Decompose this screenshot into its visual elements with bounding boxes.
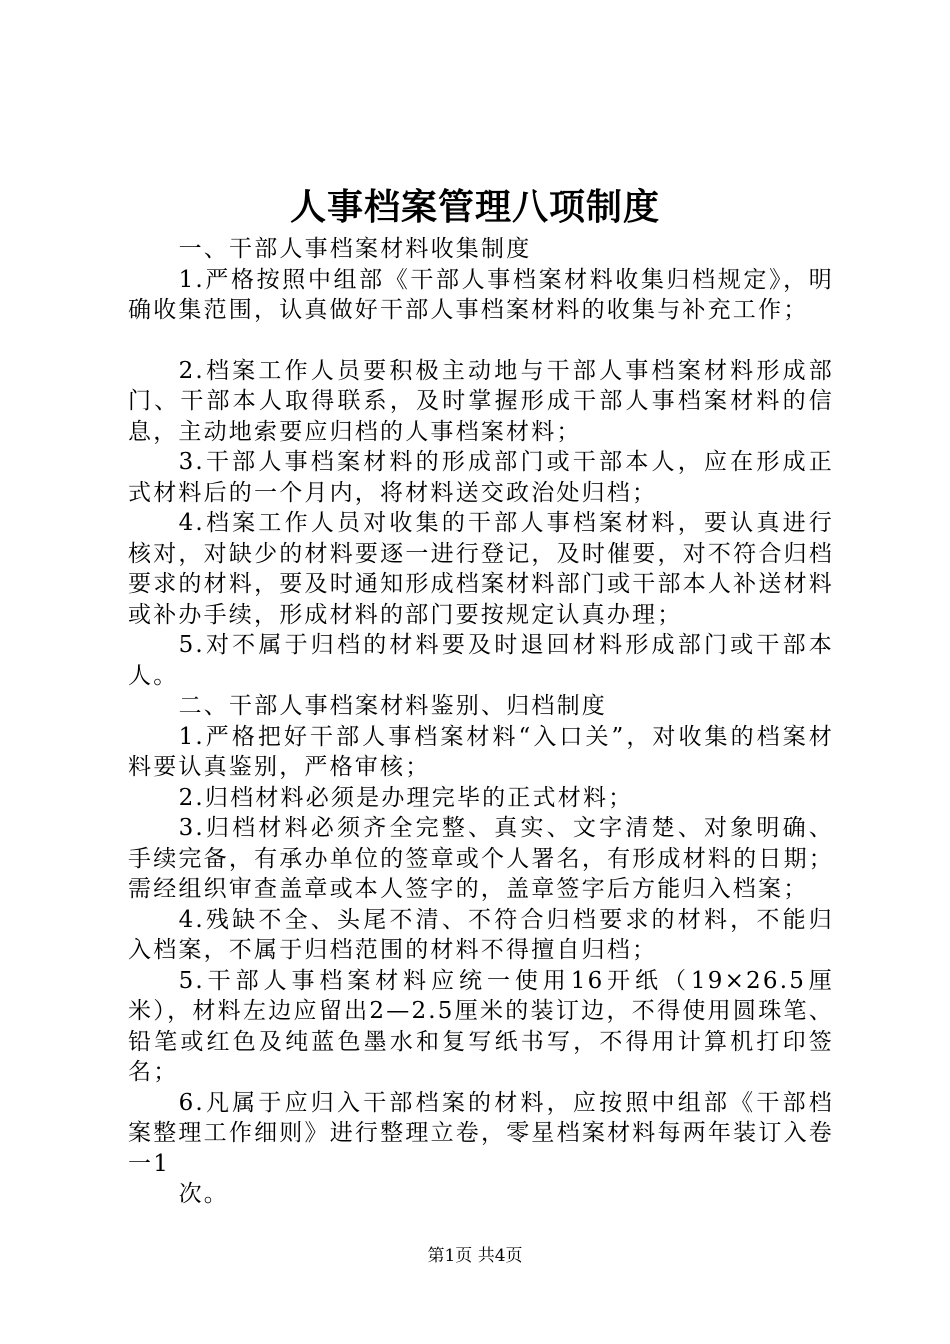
- paragraph: 4.残缺不全、头尾不清、不符合归档要求的材料，不能归入档案，不属于归档范围的材料不得擅自归档；: [128, 906, 834, 963]
- paragraph: 4.档案工作人员对收集的干部人事档案材料，要认真进行核对，对缺少的材料要逐一进行登记，及时催要，对不符合归档要求的材料，要及时通知形成档案材料部门或干部本人补送材料或补办手续，形成材料的部门要按规定认真办理；: [128, 510, 834, 628]
- paragraph: 3.干部人事档案材料的形成部门或干部本人，应在形成正式材料后的一个月内，将材料送交政治处归档；: [128, 449, 834, 506]
- paragraph: 5.干部人事档案材料应统一使用16开纸（19×26.5厘米），材料左边应留出2—2.5厘米的装订边，不得使用圆珠笔、铅笔或红色及纯蓝色墨水和复写纸书写，不得用计算机打印签名；: [128, 967, 834, 1085]
- paragraph: 2.档案工作人员要积极主动地与干部人事档案材料形成部门、干部本人取得联系，及时掌握形成干部人事档案材料的信息，主动地索要应归档的人事档案材料；: [128, 357, 834, 445]
- document-title: 人事档案管理八项制度: [289, 186, 660, 228]
- document-body: [128, 234, 834, 1210]
- paragraph: 3.归档材料必须齐全完整、真实、文字清楚、对象明确、手续完备，有承办单位的签章或个人署名，有形成材料的日期；需经组织审查盖章或本人签字的，盖章签字后方能归入档案；: [128, 815, 834, 902]
- section-heading-1: 一、干部人事档案材料收集制度: [178, 236, 532, 262]
- page-footer: 第1页 共4页: [427, 1246, 523, 1266]
- paragraph: 次。: [178, 1181, 229, 1207]
- paragraph: 1.严格按照中组部《干部人事档案材料收集归档规定》，明确收集范围，认真做好干部人事档案材料的收集与补充工作；: [128, 266, 834, 323]
- section-heading-2: 二、干部人事档案材料鉴别、归档制度: [178, 693, 607, 719]
- paragraph: 2.归档材料必须是办理完毕的正式材料；: [178, 784, 634, 811]
- paragraph: 5.对不属于归档的材料要及时退回材料形成部门或干部本人。: [128, 632, 834, 689]
- paragraph: 6.凡属于应归入干部档案的材料，应按照中组部《干部档案整理工作细则》进行整理立卷，零星档案材料每两年装订入卷一1: [128, 1089, 834, 1177]
- paragraph: 1.严格把好干部人事档案材料“入口关”，对收集的档案材料要认真鉴别，严格审核；: [128, 723, 834, 780]
